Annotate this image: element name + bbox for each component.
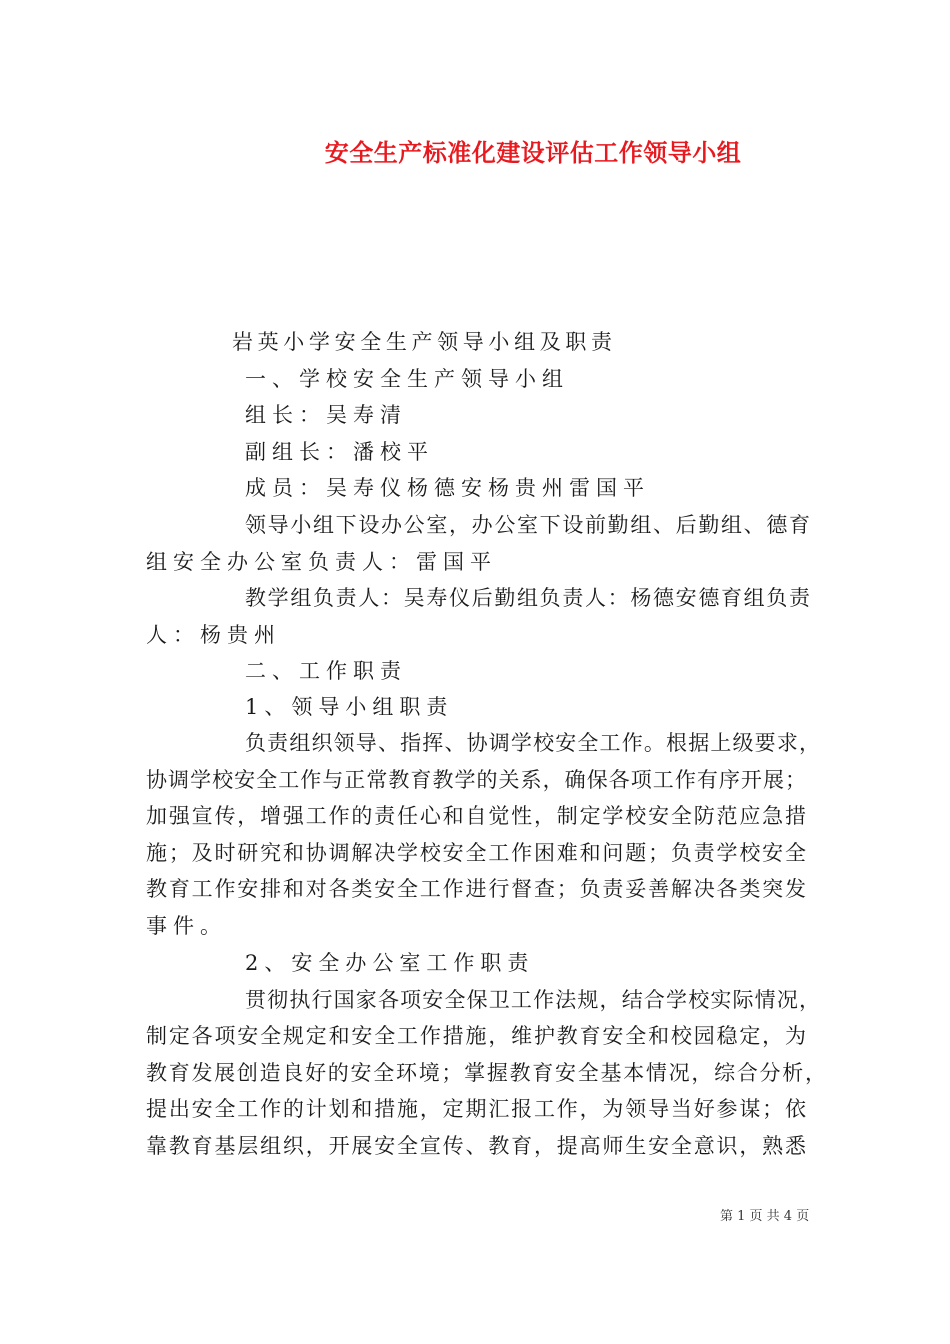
section-2-heading: 二、工作职责: [245, 659, 407, 683]
paragraph-line: 靠教育基层组织，开展安全宣传、教育，提高师生安全意识，熟悉: [146, 1134, 808, 1158]
page-title: 安全生产标准化建设评估工作领导小组: [324, 139, 742, 167]
paragraph-line: 人：杨贵州: [146, 623, 281, 647]
paragraph-line: 贯彻执行国家各项安全保卫工作法规，结合学校实际情况，: [245, 988, 822, 1012]
paragraph-line: 提出安全工作的计划和措施，定期汇报工作，为领导当好参谋；依: [146, 1097, 808, 1121]
paragraph-line: 施；及时研究和协调解决学校安全工作困难和问题；负责学校安全: [146, 841, 808, 865]
paragraph-line: 事件。: [146, 914, 227, 938]
members-line: 成员：吴寿仪杨德安杨贵州雷国平: [245, 476, 650, 500]
paragraph-line: 教育工作安排和对各类安全工作进行督查；负责妥善解决各类突发: [146, 877, 808, 901]
paragraph-line: 教学组负责人：吴寿仪后勤组负责人：杨德安德育组负责: [245, 586, 812, 610]
deputy-leader-line: 副组长：潘校平: [245, 440, 434, 464]
paragraph-line: 组安全办公室负责人：雷国平: [146, 550, 497, 574]
paragraph-line: 制定各项安全规定和安全工作措施，维护教育安全和校园稳定，为: [146, 1024, 808, 1048]
page-number: 第 1 页 共 4 页: [720, 1209, 810, 1224]
section-1-heading: 一、学校安全生产领导小组: [245, 367, 569, 391]
subsection-heading: 2、安全办公室工作职责: [245, 951, 535, 975]
paragraph-line: 协调学校安全工作与正常教育教学的关系，确保各项工作有序开展；: [146, 768, 808, 792]
paragraph-line: 加强宣传，增强工作的责任心和自觉性，制定学校安全防范应急措: [146, 804, 808, 828]
paragraph-line: 教育发展创造良好的安全环境；掌握教育安全基本情况，综合分析，: [146, 1061, 828, 1085]
subsection-heading: 1、领导小组职责: [245, 695, 454, 719]
leader-line: 组长：吴寿清: [245, 403, 407, 427]
paragraph-line: 领导小组下设办公室，办公室下设前勤组、后勤组、德育: [245, 513, 812, 537]
paragraph-line: 负责组织领导、指挥、协调学校安全工作。根据上级要求，: [245, 731, 822, 755]
org-heading: 岩英小学安全生产领导小组及职责: [232, 330, 617, 354]
